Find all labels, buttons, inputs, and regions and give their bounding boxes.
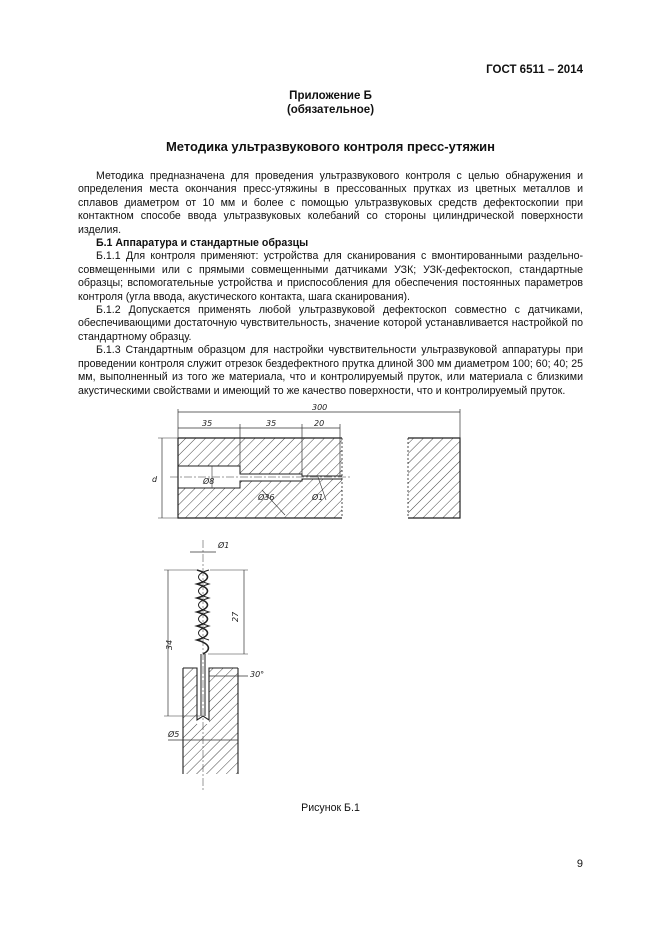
dim-300: 300 <box>312 403 328 412</box>
page-number: 9 <box>576 858 583 870</box>
dim-d5: Ø5 <box>168 730 180 739</box>
probe-detail-drawing <box>164 540 264 790</box>
dim-d: d <box>152 475 158 484</box>
appendix-name: Приложение Б <box>289 90 372 102</box>
dim-30-deg: 30° <box>250 670 265 679</box>
body-text <box>78 170 583 398</box>
figure-drawing <box>0 395 661 795</box>
dim-d1: Ø1 <box>312 493 324 502</box>
dim-35-a: 35 <box>202 419 213 428</box>
paragraph-b11: Б.1.1 Для контроля применяют: устройства для сканирования с вмонтированными раздельно-совмещенными или с прямыми совмещенными датчиками УЗК; УЗК-дефектоскоп, стандартные образцы; вспомогательные устройства и приспособления для обеспечения постоянных параметров контроля (угла ввода, акустического контакта, шага сканирования). <box>78 250 583 303</box>
figure-caption: Рисунок Б.1 <box>301 802 360 814</box>
intro-paragraph: Методика предназначена для проведения ультразвукового контроля с целью обнаружения и определения места окончания пресс-утяжины в прессованных прутках из цветных металлов и сплавов диаметром от 10 мм и более с помощью ультразвуковых средств дефектоскопии при контактном способе ввода ультразвуковых колебаний со стороны цилиндрической поверхности изделия. <box>78 170 583 236</box>
dim-34: 34 <box>165 639 174 650</box>
paragraph-b13: Б.1.3 Стандартным образцом для настройки чувствительности ультразвуковой аппаратуры при проведении контроля служит отрезок бездефектного прутка длиной 300 мм диаметром 100; 60; 40; 25 мм, выполненный из того же материала, что и контролируемый пруток, или материала с близкими акустическими свойствами и имеющий то же качество поверхности, что и контролируемый пруток. <box>78 344 583 397</box>
dim-d8: Ø8 <box>203 477 215 486</box>
paragraph-b12: Б.1.2 Допускается применять любой ультразвуковой дефектоскоп совместно с датчиками, обеспечивающими достаточную чувствительность, значение которой устанавливается настройкой по стандартному образцу. <box>78 304 583 343</box>
appendix-heading <box>0 89 661 117</box>
dim-20: 20 <box>314 419 325 428</box>
dim-35-b: 35 <box>266 419 277 428</box>
standard-header: ГОСТ 6511 – 2014 <box>486 64 583 76</box>
section-heading: Б.1 Аппаратура и стандартные образцы <box>96 237 309 250</box>
dim-d1-top: Ø1 <box>218 541 230 550</box>
document-title: Методика ультразвукового контроля пресс-утяжин <box>165 139 496 154</box>
sample-bar-drawing <box>152 403 460 520</box>
dim-d36: Ø36 <box>258 493 275 502</box>
dim-27: 27 <box>231 611 240 622</box>
appendix-status: (обязательное) <box>286 104 375 116</box>
